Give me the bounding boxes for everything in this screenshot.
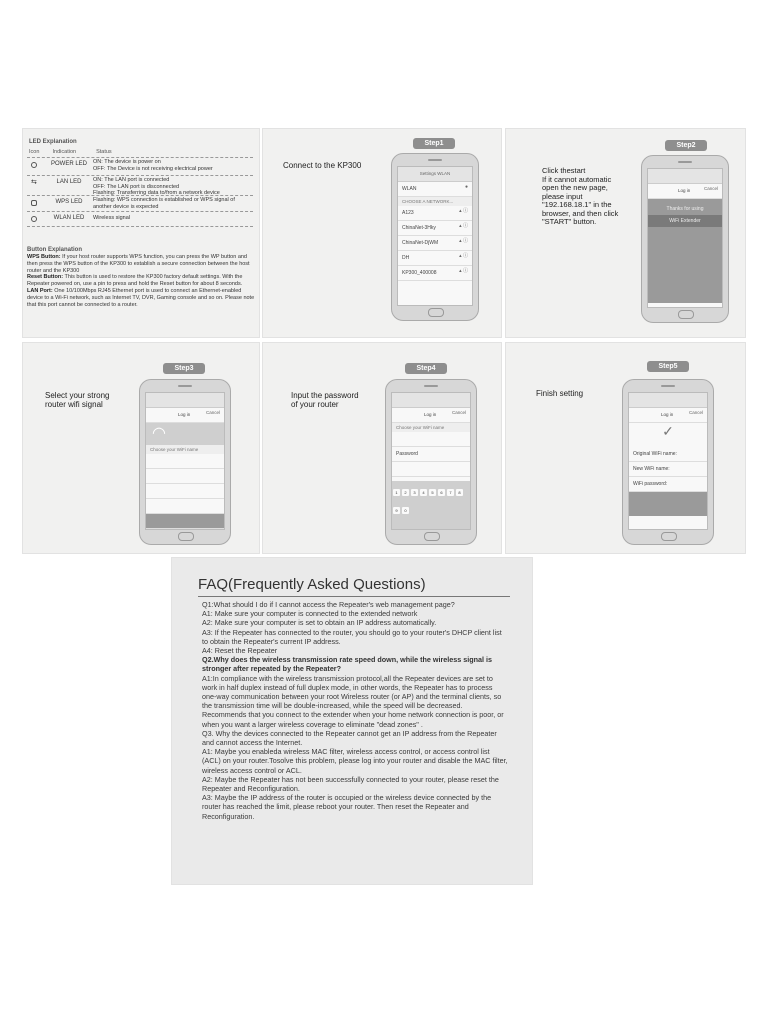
home-button — [428, 308, 444, 317]
choose-network-label: CHOOSE A NETWORK... — [398, 197, 472, 206]
led-name: LAN LED — [56, 179, 82, 185]
step3-panel — [22, 342, 260, 554]
step2-panel — [505, 128, 746, 338]
led-name: POWER LED — [50, 161, 87, 167]
home-button — [661, 532, 677, 541]
lan-port-label: LAN Port: — [27, 287, 53, 294]
wps-button-text: If your host router supports WPS function, you can press the WP button and then press the WPS button of the KP300 to establish a secure connection between the host router and the KP300 — [27, 254, 250, 274]
new-wifi-name: New WiFi name: — [629, 462, 707, 477]
faq-panel — [171, 557, 533, 885]
welcome-text: Thanks for using — [666, 206, 704, 212]
home-button — [178, 532, 194, 541]
led-head-indication: Indication — [52, 149, 77, 155]
led-head-status: Status — [96, 149, 112, 155]
led-name: WPS LED — [55, 199, 83, 205]
key[interactable]: 4 — [420, 489, 427, 496]
wlan-led-icon — [31, 216, 37, 222]
step3-badge: Step3 — [163, 363, 205, 374]
phone-mockup — [641, 155, 729, 323]
faq-question: Q3. Why the devices connected to the Repeater cannot get an IP address from the Repeater and cannot access the Internet. — [202, 728, 497, 748]
wifi-list-item[interactable] — [146, 469, 224, 484]
faq-answer: A3: If the Repeater has connected to the router, you should go to your router's DHCP client list to obtain the Repeater's current IP address. — [202, 627, 502, 646]
network-item[interactable]: DH ▴ ⓘ — [398, 251, 472, 266]
led-name: WLAN LED — [53, 215, 85, 221]
toggle-icon: ● — [464, 184, 468, 190]
key[interactable]: 8 — [456, 489, 463, 496]
faq-question: Q1:What should I do if I cannot access the Repeater's web management page? — [202, 600, 455, 609]
speaker — [424, 385, 438, 387]
key[interactable]: 2 — [402, 489, 409, 496]
step1-panel — [262, 128, 502, 338]
led-explanation-panel — [22, 128, 260, 338]
faq-body — [202, 600, 508, 821]
original-wifi-name: Original WiFi name: — [629, 447, 707, 462]
led-title: LED Explanation — [29, 139, 77, 145]
login-bar: Log in Cancel — [392, 408, 470, 423]
step4-panel — [262, 342, 502, 554]
faq-answer: A2: Make sure your computer is set to obtain an IP address automatically. — [202, 618, 437, 628]
reset-button-label: Reset Button: — [27, 274, 64, 281]
phone-mockup — [139, 379, 231, 545]
button-explanation-text — [27, 254, 255, 308]
selected-wifi-item[interactable] — [146, 514, 224, 529]
step1-badge: Step1 — [413, 138, 455, 149]
led-row-power — [27, 157, 253, 176]
led-table-header — [29, 149, 112, 155]
key[interactable]: 5 — [429, 489, 436, 496]
step2-caption: Click thestart If it cannot automatic open the new page, please input "192.168.18.1" in the browser, and then click "START" button. — [542, 166, 619, 226]
key[interactable]: 6 — [438, 489, 445, 496]
keyboard[interactable] — [392, 481, 470, 529]
wifi-lock-icon: ▴ ⓘ — [459, 268, 468, 274]
login-bar: Log in Cancel — [648, 184, 722, 199]
browser-header — [629, 393, 707, 408]
phone-screen — [145, 392, 225, 530]
wifi-lock-icon: ▴ ⓘ — [459, 253, 468, 259]
login-bar: Log in Cancel — [629, 408, 707, 423]
phone-mockup — [385, 379, 477, 545]
choose-wifi-label: Choose your WiFi name — [392, 423, 470, 432]
settings-header: Settings WLAN — [398, 167, 472, 182]
step5-badge: Step5 — [647, 361, 689, 372]
wlan-toggle-row[interactable]: WLAN ● — [398, 182, 472, 197]
led-head-icon: Icon — [29, 149, 40, 155]
lan-led-icon: ⇆ — [31, 179, 37, 186]
faq-divider — [198, 596, 510, 597]
checkbox-row[interactable] — [392, 462, 470, 477]
wifi-list-item[interactable] — [146, 484, 224, 499]
faq-answer: A3: Maybe the IP address of the router is occupied or the wireless device connected by the router has reached the limit, please reboot your router. Then reset the Repeater and Reconfiguration. — [202, 793, 492, 821]
faq-answer: A1: Make sure your computer is connected to the extended network — [202, 609, 418, 619]
key[interactable]: 7 — [447, 489, 454, 496]
wifi-icon: ◠ — [146, 423, 224, 445]
faq-answer: A1:In compliance with the wireless transmission protocol,all the Repeater devices are set to work in half duplex instead of full duplex mode, in other words, the Repeater has to process one-way communication between your root Wireless router (or AP) and the terminal clients, so the transmission time will be double-increased, while the speed will be decreased. Recommends that you connect to the extender when your home network connection is poor, or when you want a larger wireless coverage to eliminate "dead zones" . — [202, 673, 504, 729]
choose-wifi-label: Choose your WiFi name — [146, 445, 224, 454]
wifi-lock-icon: ▴ ⓘ — [459, 223, 468, 229]
key[interactable]: 9 — [393, 507, 400, 514]
faq-answer: A2: Maybe the Repeater has not been successfully connected to your router, please reset the Repeater and Reconfiguration. — [202, 774, 499, 794]
wifi-list-item[interactable] — [146, 499, 224, 514]
key[interactable]: 3 — [411, 489, 418, 496]
faq-answer: A1: Maybe you enableda wireless MAC filter, wireless access control, or access control list (ACL) on your router.Tosolve this problem, please log into your router and disable the MAC filter, wireless access control or ACL. — [202, 747, 508, 775]
wifi-lock-icon: ▴ ⓘ — [459, 208, 468, 214]
speaker — [661, 385, 675, 387]
wifi-password: WiFi password: — [629, 477, 707, 492]
welcome-area — [648, 199, 722, 303]
browser-header — [146, 393, 224, 408]
led-status: Flashing: WPS connection is established or WPS signal of another device is expected — [93, 197, 235, 210]
browser-header — [392, 393, 470, 408]
step4-badge: Step4 — [405, 363, 447, 374]
faq-question: Q2.Why does the wireless transmission rate speed down, while the wireless signal is stronger after repeated by the Repeater? — [202, 655, 492, 674]
network-item[interactable]: ChinaNet-DjWM ▴ ⓘ — [398, 236, 472, 251]
wifi-name-field[interactable] — [392, 432, 470, 447]
step4-caption: Input the password of your router — [291, 391, 359, 409]
led-status: ON: The LAN port is connected OFF: The LAN port is disconnected Flashing: Transferring data to/from a network device — [93, 177, 220, 196]
step3-caption: Select your strong router wifi signal — [45, 391, 110, 409]
start-option[interactable]: WiFi Extender — [648, 215, 722, 227]
lan-port-text: One 10/100Mbps RJ45 Ethernet port is used to connect an Ethernet-enabled device to a Wi-Fi network, such as Internet TV, DVR, Gaming console and so on. Please note that this port cannot be connected to a router. — [27, 287, 255, 308]
led-row-wlan — [27, 211, 253, 227]
phone-mockup — [622, 379, 714, 545]
network-item[interactable]: KP300_400008 ▴ ⓘ — [398, 266, 472, 281]
button-explanation-title: Button Explanation — [27, 247, 82, 253]
led-row-wps — [27, 195, 253, 212]
finish-bar[interactable] — [629, 492, 707, 516]
led-status: ON: The device is power on OFF: The Device is not receiving electrical power — [93, 159, 213, 172]
faq-answer: A4: Reset the Repeater — [202, 646, 278, 656]
network-item[interactable]: ChinaNet-3Hky ▴ ⓘ — [398, 221, 472, 236]
step5-caption: Finish setting — [536, 389, 584, 398]
key[interactable]: 0 — [402, 507, 409, 514]
led-status: Wireless signal — [93, 215, 130, 221]
power-led-icon — [31, 162, 37, 168]
phone-screen — [397, 166, 473, 306]
wps-button-label: WPS Button: — [27, 254, 61, 260]
speaker — [678, 161, 692, 163]
phone-screen — [391, 392, 471, 530]
password-field[interactable]: Password — [392, 447, 470, 462]
login-bar: Log in Cancel — [146, 408, 224, 423]
network-item[interactable]: A123 ▴ ⓘ — [398, 206, 472, 221]
step1-caption: Connect to the KP300 — [283, 161, 362, 170]
reset-button-text: This button is used to restore the KP300 factory default settings. With the Repeater powered on, use a pin to press and hold the Reset button for about 8 seconds. — [27, 274, 243, 288]
home-button — [678, 310, 694, 319]
led-row-lan — [27, 175, 253, 196]
wifi-lock-icon: ▴ ⓘ — [459, 238, 468, 244]
step2-badge: Step2 — [665, 140, 707, 151]
step5-panel — [505, 342, 746, 554]
faq-title: FAQ(Frequently Asked Questions) — [198, 576, 426, 593]
wifi-list-item[interactable] — [146, 454, 224, 469]
home-button — [424, 532, 440, 541]
checkmark-icon: ✓ — [662, 423, 674, 439]
browser-header — [648, 169, 722, 184]
speaker — [428, 159, 442, 161]
key[interactable]: 1 — [393, 489, 400, 496]
speaker — [178, 385, 192, 387]
phone-screen — [647, 168, 723, 308]
wps-led-icon — [31, 200, 37, 206]
phone-screen — [628, 392, 708, 530]
phone-mockup — [391, 153, 479, 321]
